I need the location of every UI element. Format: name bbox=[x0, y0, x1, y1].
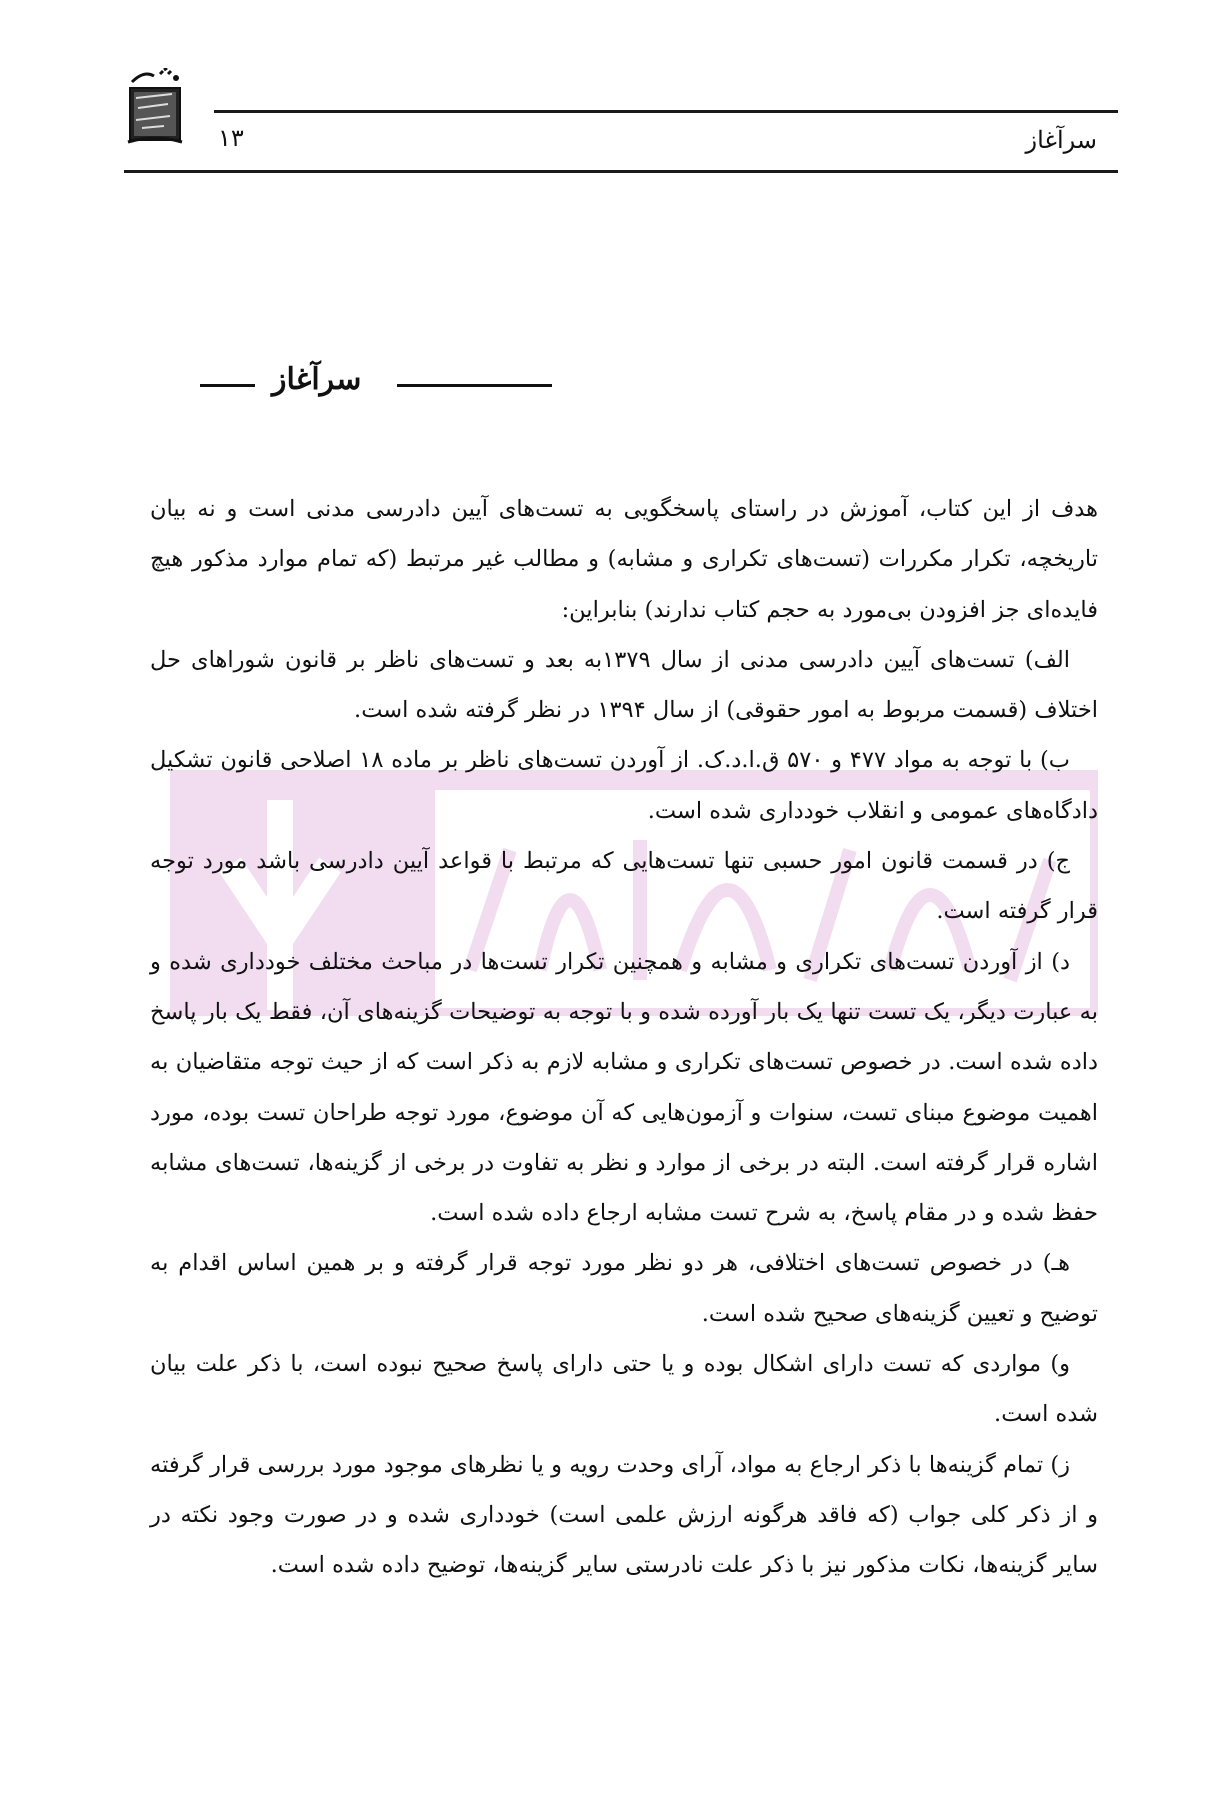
paragraph-jim: ج) در قسمت قانون امور حسبی تنها تست‌هایی که مرتبط با قواعد آیین دادرسی باشد مورد توجه قرار گرفته است. bbox=[150, 848, 1098, 925]
page-number: ۱۳ bbox=[218, 124, 244, 152]
title-right-rule bbox=[397, 384, 552, 387]
paragraph-alef: الف) تست‌های آیین دادرسی مدنی از سال ۱۳۷۹به بعد و تست‌های ناظر بر قانون شوراهای حل اختلاف (قسمت مربوط به امور حقوقی) از سال ۱۳۹۴ در نظر گرفته شده است. bbox=[150, 646, 1098, 724]
section-heading bbox=[200, 360, 555, 410]
paragraph-ze: ز) تمام گزینه‌ها با ذکر ارجاع به مواد، آرای وحدت رویه و یا نظرهای موجود مورد بررسی قرار گرفته و از ذکر کلی جواب (که فاقد هرگونه ارزش علمی است) خودداری شده و در صورت وجود نکته در سایر گزینه‌ها، نکات مذکور نیز با ذکر علت نادرستی سایر گزینه‌ها، توضیح داده شده است. bbox=[150, 1451, 1098, 1579]
paragraph-vav: و) مواردی که تست دارای اشکال بوده و یا حتی دارای پاسخ صحیح نبوده است، با ذکر علت بیان شده است. bbox=[150, 1351, 1098, 1428]
paragraph-be: ب) با توجه به مواد ۴۷۷ و ۵۷۰ ق.ا.د.ک. از آوردن تست‌های ناظر بر ماده ۱۸ اصلاحی قانون تشکیل دادگاه‌های عمومی و انقلاب خودداری شده است. bbox=[150, 747, 1098, 824]
paragraph-intro: هدف از این کتاب، آموزش در راستای پاسخگویی به تست‌های آیین دادرسی مدنی است و نه بیان تاریخچه، تکرار مکررات (تست‌های تکراری و مشابه) و مطالب غیر مرتبط (که تمام موارد مذکور هیچ فایده‌ای جز افزودن بی‌مورد به حجم کتاب ندارند) بنابراین: bbox=[150, 496, 1099, 623]
paragraph-he: هـ) در خصوص تست‌های اختلافی، هر دو نظر مورد توجه قرار گرفته و بر همین اساس اقدام به توضیح و تعیین گزینه‌های صحیح شده است. bbox=[150, 1250, 1098, 1327]
section-title: سرآغاز bbox=[272, 362, 362, 397]
title-left-rule bbox=[200, 384, 255, 387]
header-top-rule bbox=[214, 110, 1118, 113]
paragraph-dal: د) از آوردن تست‌های تکراری و مشابه و همچنین تکرار تست‌ها در مباحث مختلف خودداری شده و به عبارت دیگر، یک تست تنها یک بار آورده شده و با توجه به توضیحات گزینه‌های آن، فقط یک بار پاسخ داده شده است. در خصوص تست‌های تکراری و مشابه لازم به ذکر است که از حیث توجه متقاضیان به اهمیت موضوع مبنای تست، سنوات و آزمون‌هایی که آن موضوع، مورد توجه طراحان تست بوده، مورد اشاره قرار گرفته است. البته در برخی از موارد و نظر به تفاوت در برخی از گزینه‌ها، تست‌های مشابه حفظ شده و در مقام پاسخ، به شرح تست مشابه ارجاع داده شده است. bbox=[150, 948, 1098, 1227]
book-logo-icon bbox=[124, 68, 186, 148]
body-text bbox=[150, 484, 1098, 1591]
running-header-title: سرآغاز bbox=[1025, 126, 1097, 154]
header-bottom-rule bbox=[124, 170, 1118, 173]
publisher-logo bbox=[124, 68, 186, 148]
